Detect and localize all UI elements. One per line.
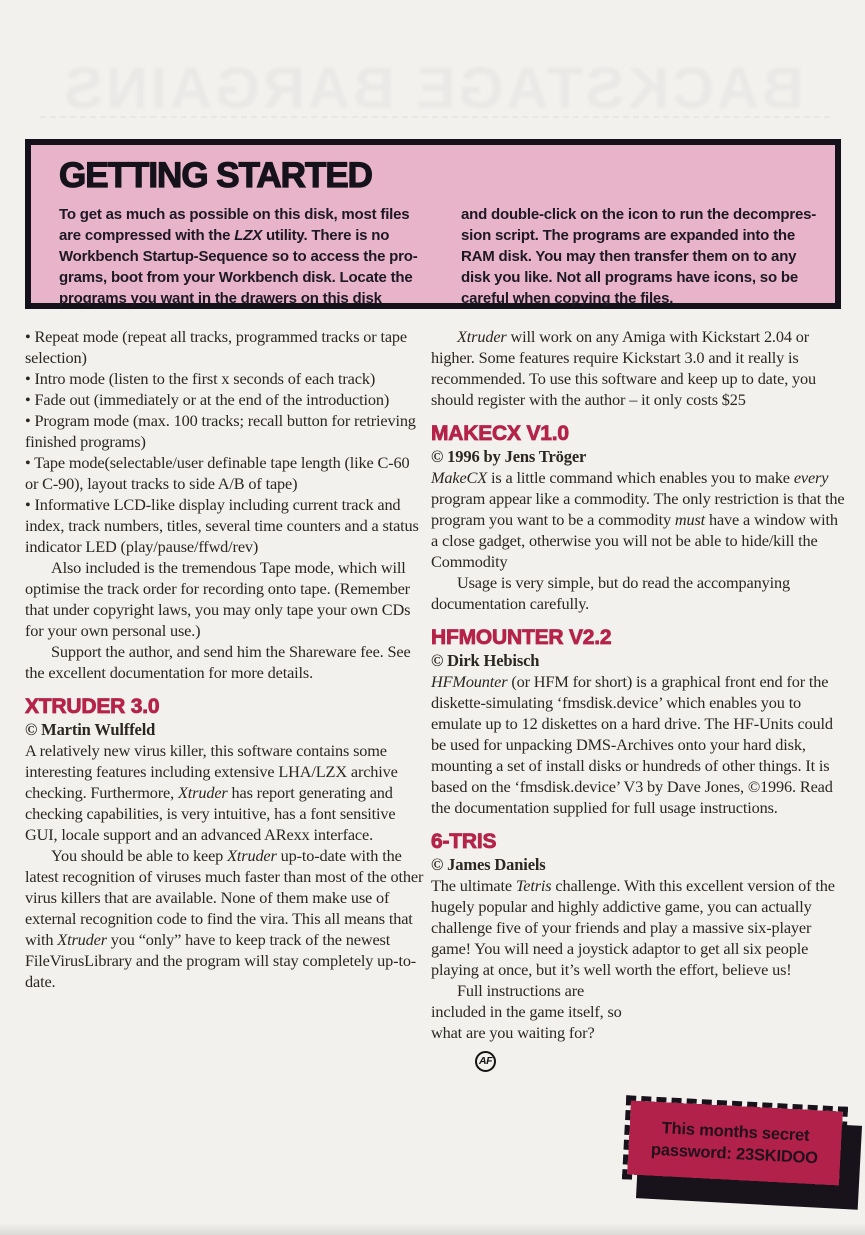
paragraph-support-author: Support the author, and send him the Shareware fee. See the excellent documentation for more details. xyxy=(25,642,411,682)
section-heading-hfmounter: HFMOUNTER V2.2 xyxy=(431,626,612,649)
text-line: careful when copying the files. xyxy=(461,290,674,307)
getting-started-columns xyxy=(59,204,835,309)
text-line: grams, boot from your Workbench disk. Locate the xyxy=(59,269,413,286)
text-line: Workbench Startup-Sequence so to access the pro- xyxy=(59,248,418,265)
bullet-item: • Repeat mode (repeat all tracks, programmed tracks or tape selection) xyxy=(25,327,408,367)
secret-password-sticker xyxy=(624,1101,859,1213)
getting-started-box xyxy=(25,139,841,309)
bullet-item: • Informative LCD-like display including current track and index, track numbers, titles, several time counters and a status indicator LED (play/pause/ffwd/rev) xyxy=(25,495,419,556)
paragraph-makecx-2: Usage is very simple, but do read the accompanying documentation carefully. xyxy=(431,573,790,613)
section-heading-makecx: MAKECX V1.0 xyxy=(431,422,569,445)
bullet-item: • Intro mode (listen to the first x seconds of each track) xyxy=(25,369,376,388)
bleedthrough-ghost-text xyxy=(35,55,830,122)
paragraph-6tris-1: The ultimate Tetris challenge. With this excellent version of the hugely popular and highly addictive game, you can actually challenge five of your friends and play a massive six-player game! You will need a joystick adaptor to get all six people playing at once, but it’s well worth the effort, believe us! xyxy=(431,876,835,979)
left-column xyxy=(25,326,426,992)
getting-started-col2 xyxy=(461,204,823,309)
text-line: programs you want in the drawers on this disk xyxy=(59,290,382,307)
sticker-line1: This months secret xyxy=(661,1119,810,1145)
paragraph-xtruder-3: Xtruder will work on any Amiga with Kickstart 2.04 or higher. Some features require Kickstart 3.0 and it really is recommended. To use this software and keep up to date, you should register with the author – it only costs $25 xyxy=(431,327,817,409)
paragraph-closing xyxy=(431,980,631,1072)
credit-xtruder: © Martin Wulffeld xyxy=(25,720,156,739)
section-heading-xtruder: XTRUDER 3.0 xyxy=(25,695,160,718)
section-heading-6tris: 6-TRIS xyxy=(431,830,497,853)
bullet-item: • Tape mode(selectable/user definable tape length (like C-60 or C-90), layout tracks to side A/B of tape) xyxy=(25,453,410,493)
page-edge-shadow xyxy=(0,1223,865,1235)
text-line: are compressed with the LZX utility. There is no xyxy=(59,227,390,244)
sticker-face xyxy=(622,1095,848,1191)
bullet-item: • Fade out (immediately or at the end of the introduction) xyxy=(25,390,390,409)
getting-started-title: GETTING STARTED xyxy=(59,156,372,195)
text-line: sion script. The programs are expanded into the xyxy=(461,227,796,244)
bullet-item: • Program mode (max. 100 tracks; recall button for retrieving finished programs) xyxy=(25,411,416,451)
text-line: RAM disk. You may then transfer them on to any xyxy=(461,248,797,265)
getting-started-col1 xyxy=(59,204,421,309)
paragraph-xtruder-1: A relatively new virus killer, this software contains some interesting features including extensive LHA/LZX archive checking. Furthermore, Xtruder has report generating and checking capabilities, is very intuitive, has a font sensitive GUI, locale support and an advanced ARexx interface. xyxy=(25,741,398,844)
credit-makecx: © 1996 by Jens Tröger xyxy=(431,447,587,466)
credit-hfmounter: © Dirk Hebisch xyxy=(431,651,540,670)
af-logo-icon: AF xyxy=(475,1051,496,1072)
text-line: disk you like. Not all programs have icons, so be xyxy=(461,269,798,286)
paragraph-xtruder-2: You should be able to keep Xtruder up-to-date with the latest recognition of viruses much faster than most of the other virus killers that are available. None of them make use of external recognition code to find the vira. This all means that with Xtruder you “only” have to keep track of the newest FileVirusLibrary and the program will stay completely up-to-date. xyxy=(25,846,424,991)
paragraph-tape-mode: Also included is the tremendous Tape mode, which will optimise the track order for recording onto tape. (Remember that under copyright laws, you may only tape your own CDs for your own personal use.) xyxy=(25,558,411,640)
sticker-line2: password: 23SKIDOO xyxy=(650,1140,819,1168)
bleedthrough-rule xyxy=(40,116,830,118)
right-column xyxy=(431,326,846,1072)
feature-bullet-list xyxy=(25,326,426,557)
paragraph-makecx-1: MakeCX is a little command which enables you to make every program appear like a commodity. The only restriction is that the program you want to be a commodity must have a window with a close gadget, otherwise you will not be able to hide/kill the Commodity xyxy=(431,468,845,571)
paragraph-hfmounter-1: HFMounter (or HFM for short) is a graphical front end for the diskette-simulating ‘fmsdisk.device’ which enables you to emulate up to 12 diskettes on a hard drive. The HF-Units could be used for unpacking DMS-Archives onto your hard disk, mounting a set of install disks or hundreds of other things. It is based on the ‘fmsdisk.device’ V3 by Dave Jones, ©1996. Read the documentation supplied for full usage instructions. xyxy=(431,672,833,817)
closing-text: Full instructions are included in the game itself, so what are you waiting for? xyxy=(431,981,622,1042)
text-line: To get as much as possible on this disk, most files xyxy=(59,206,410,223)
text-line: and double-click on the icon to run the decompres- xyxy=(461,206,817,223)
credit-6tris: © James Daniels xyxy=(431,855,546,874)
